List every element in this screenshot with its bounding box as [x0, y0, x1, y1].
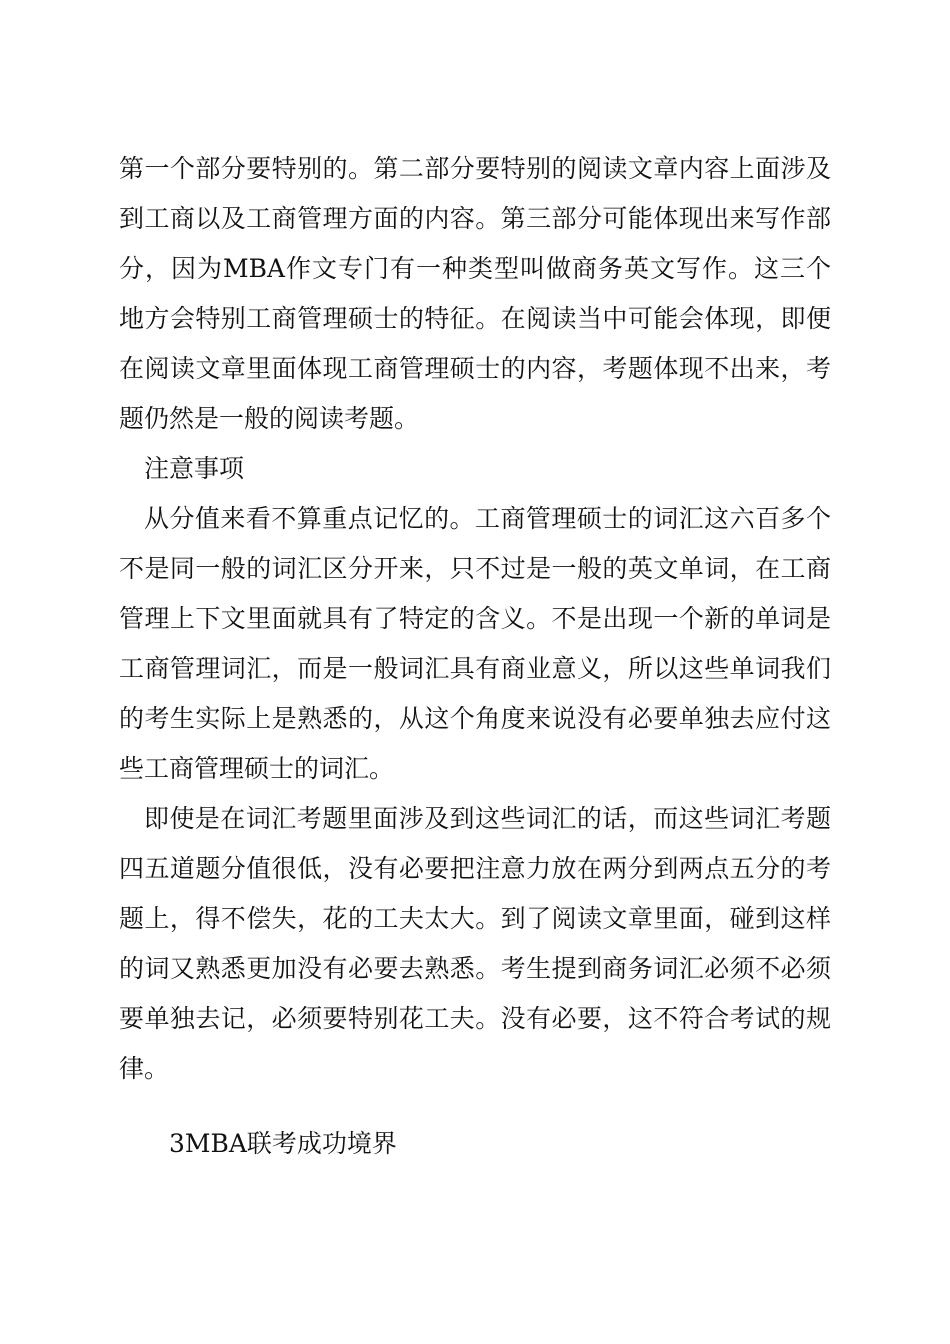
paragraph-exam-questions: 即使是在词汇考题里面涉及到这些词汇的话，而这些词汇考题四五道题分值很低，没有必要把注意力放在两分到两点五分的考题上，得不偿失，花的工夫太大。到了阅读文章里面，碰到这样的词又熟悉更加没有必要去熟悉。考生提到商务词汇必须不必须要单独去记，必须要特别花工夫。没有必要，这不符合考试的规律。	[119, 804, 831, 1083]
paragraph-intro: 第一个部分要特别的。第二部分要特别的阅读文章内容上面涉及到工商以及工商管理方面的内容。第三部分可能体现出来写作部分，因为MBA作文专门有一种类型叫做商务英文写作。这三个地方会特别工商管理硕士的特征。在阅读当中可能会体现，即便在阅读文章里面体现工商管理硕士的内容，考题体现不出来，考题仍然是一般的阅读考题。	[119, 154, 831, 433]
section-heading: 3MBA联考成功境界	[169, 1129, 397, 1158]
document-body	[119, 144, 831, 1169]
paragraph-vocabulary: 从分值来看不算重点记忆的。工商管理硕士的词汇这六百多个不是同一般的词汇区分开来，只不过是一般的英文单词，在工商管理上下文里面就具有了特定的含义。不是出现一个新的单词是工商管理词汇，而是一般词汇具有商业意义，所以这些单词我们的考生实际上是熟悉的，从这个角度来说没有必要单独去应付这些工商管理硕士的词汇。	[119, 504, 831, 783]
heading-notes: 注意事项	[144, 454, 245, 483]
